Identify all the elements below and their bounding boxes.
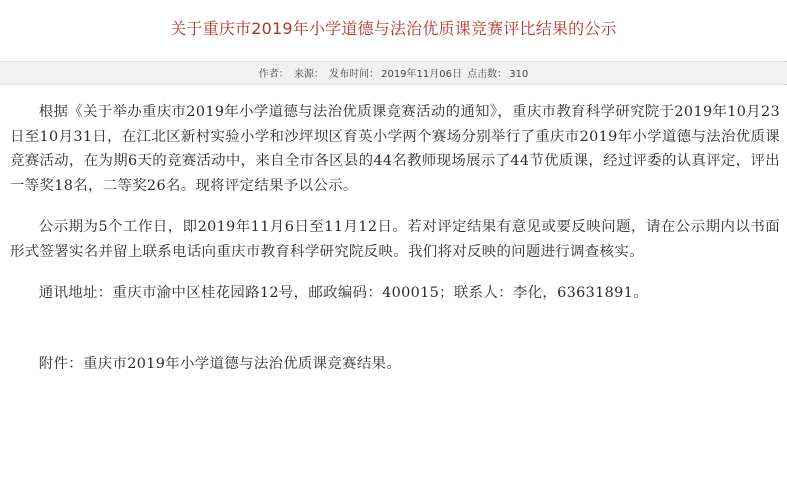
- author-label: 作者：: [258, 69, 289, 80]
- publish-date: 2019年11月06日: [381, 69, 462, 80]
- views-count: 310: [509, 69, 529, 80]
- publish-time-label: 发布时间：: [329, 69, 380, 80]
- article-meta: [0, 65, 787, 80]
- article-meta-bar: [0, 61, 787, 85]
- article-title: 关于重庆市2019年小学道德与法治优质课竞赛评比结果的公示: [170, 19, 617, 38]
- paragraph-attachment: 附件：重庆市2019年小学道德与法治优质课竞赛结果。: [38, 355, 402, 372]
- views-label: 点击数：: [467, 69, 508, 80]
- paragraph-publicity-period: 公示期为5个工作日，即2019年11月6日至11月12日。若对评定结果有意见或要反映问题，请在公示期内以书面形式签署实名并留上联系电话向重庆市教育科学研究院反映。我们将对反映的问题进行调查核实。: [10, 219, 780, 260]
- source-label: 来源：: [293, 69, 324, 80]
- paragraph-contact-address: 通讯地址：重庆市渝中区桂花园路12号，邮政编码：400015；联系人：李化，63631891。: [38, 285, 648, 301]
- paragraph-announcement: 根据《关于举办重庆市2019年小学道德与法治优质课竞赛活动的通知》，重庆市教育科学研究院于2019年10月23日至10月31日，在江北区新村实验小学和沙坪坝区育英小学两个赛场分别举行了重庆市2019年小学道德与法治优质课竞赛活动，在为期6天的竞赛活动中，来自全市各区县的44名教师现场展示了44节优质课，经过评委的认真评定，评出一等奖18名，二等奖26名。现将评定结果予以公示。: [10, 104, 780, 194]
- article-body: [10, 100, 780, 376]
